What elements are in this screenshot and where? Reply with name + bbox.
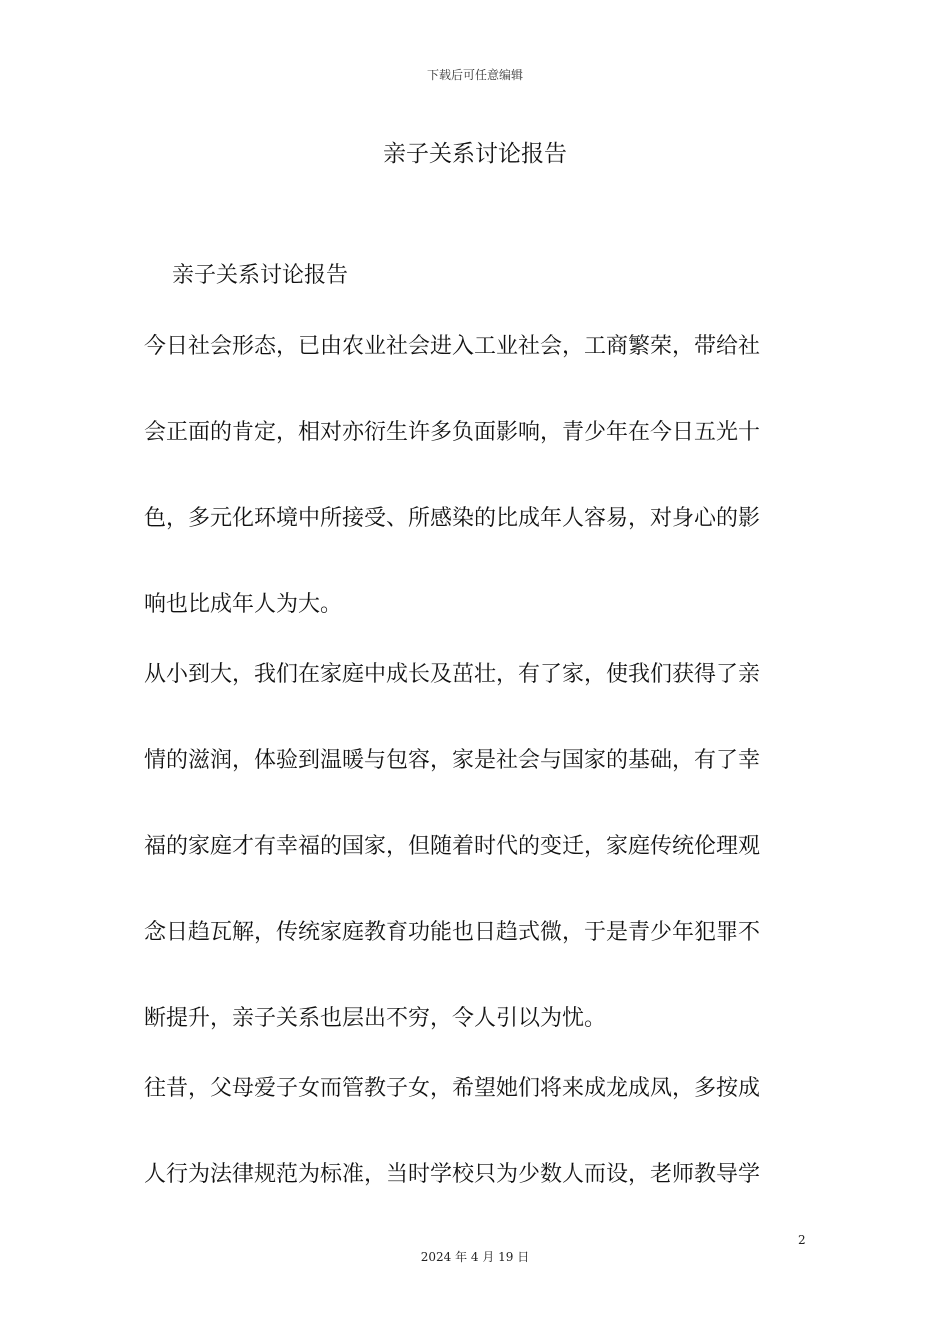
text-line: 色，多元化环境中所接受、所感染的比成年人容易，对身心的影 xyxy=(144,506,761,531)
page-number: 2 xyxy=(798,1233,806,1247)
paragraph-2 xyxy=(144,658,804,1072)
footer-date: 2024 年 4 月 19 日 xyxy=(420,1250,530,1264)
text-line: 今日社会形态，已由农业社会进入工业社会，工商繁荣，带给社 xyxy=(144,334,761,359)
text-line: 情的滋润，体验到温暖与包容，家是社会与国家的基础，有了幸 xyxy=(144,748,761,773)
text-line: 福的家庭才有幸福的国家，但随着时代的变迁，家庭传统伦理观 xyxy=(144,834,761,859)
text-line: 往昔，父母爱子女而管教子女，希望她们将来成龙成凤，多按成 xyxy=(144,1076,761,1101)
text-line: 断提升，亲子关系也层出不穷，令人引以为忧。 xyxy=(144,1006,607,1031)
header-note: 下载后可任意编辑 xyxy=(426,68,523,82)
text-line: 会正面的肯定，相对亦衍生许多负面影响，青少年在今日五光十 xyxy=(144,420,761,445)
paragraph-1 xyxy=(144,330,804,658)
document-title: 亲子关系讨论报告 xyxy=(383,141,567,167)
text-line: 念日趋瓦解，传统家庭教育功能也日趋式微，于是青少年犯罪不 xyxy=(144,920,761,945)
paragraph-3 xyxy=(144,1072,804,1244)
text-line: 从小到大，我们在家庭中成长及茁壮，有了家，使我们获得了亲 xyxy=(144,662,761,687)
section-heading: 亲子关系讨论报告 xyxy=(172,263,349,288)
text-line: 响也比成年人为大。 xyxy=(144,592,343,617)
text-line: 人行为法律规范为标准，当时学校只为少数人而设，老师教导学 xyxy=(144,1162,761,1187)
document-body xyxy=(144,330,804,1244)
